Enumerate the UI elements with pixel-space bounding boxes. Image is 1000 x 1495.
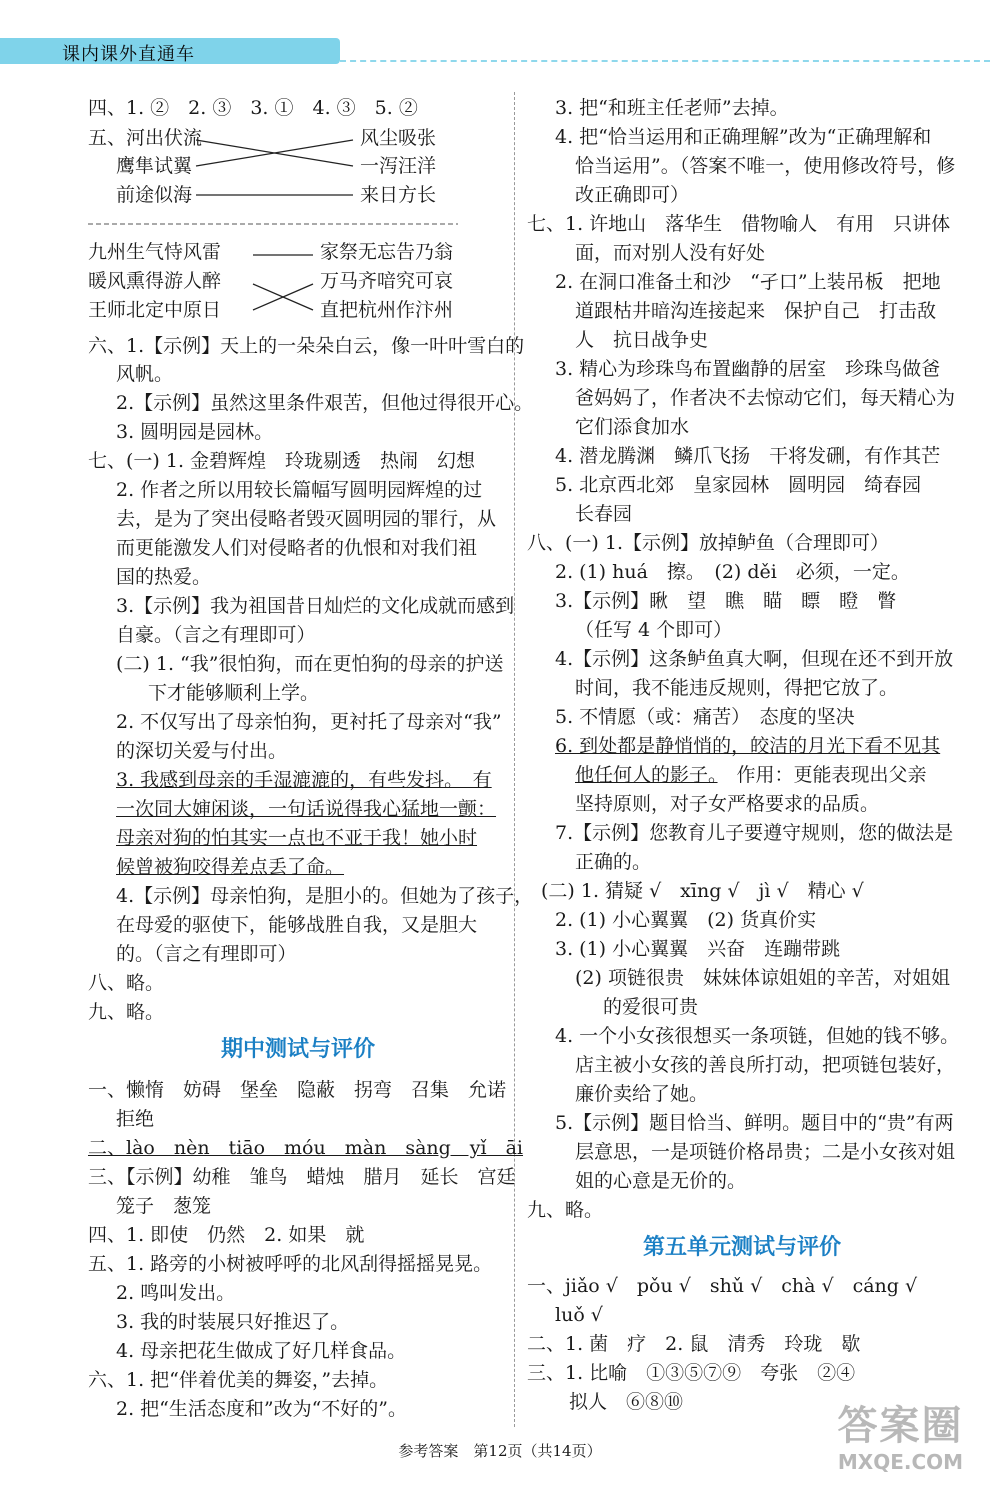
answer-line: 而更能激发人们对侵略者的仇恨和对我们祖 (116, 537, 478, 559)
match-left: 王师北定中原日 (88, 299, 222, 321)
answer-line: 2. 不仅写出了母亲怕狗，更衬托了母亲对“我” (116, 711, 502, 733)
answer-line: 笼子 葱笼 (116, 1195, 212, 1217)
answer-line: (二) 1. “我”很怕狗，而在更怕狗的母亲的护送 (116, 653, 504, 675)
match-right: 来日方长 (360, 184, 437, 206)
answer-line: 三、【示例】幼稚 雏鸟 蜡烛 腊月 延长 宫廷 (88, 1166, 516, 1188)
answer-line: 的爱很可贵 (603, 996, 699, 1018)
answer-line: 一、jiǎo √ pǒu √ shǔ √ chà √ cáng √ (527, 1275, 918, 1297)
answer-line: 3.【示例】我为祖国昔日灿烂的文化成就而感到 (116, 595, 515, 617)
answer-line: 2. (1) 小心翼翼 (2) 货真价实 (555, 909, 817, 931)
answer-line: 六、1. 把“伴着优美的舞姿，”去掉。 (88, 1369, 389, 1391)
answer-line: 拒绝 (116, 1108, 155, 1130)
answer-line: 恰当运用”。（答案不唯一，使用修改符号，修 (575, 155, 956, 177)
answer-line: 自豪。（言之有理即可） (116, 624, 316, 646)
answer-line: 3. (1) 小心翼翼 兴奋 连蹦带跳 (555, 938, 841, 960)
answer-line: 4. 一个小女孩很想买一条项链，但她的钱不够。 (555, 1025, 960, 1047)
answer-line: 二、1. 菌 疗 2. 鼠 清秀 玲珑 歇 (527, 1333, 861, 1355)
answer-line: 层意思，一是项链价格昂贵；二是小女孩对姐 (575, 1141, 956, 1163)
answer-line: 5.【示例】题目恰当、鲜明。题目中的“贵”有两 (555, 1112, 954, 1134)
match-left: 鹰隼试翼 (116, 155, 193, 177)
answer-line: 去，是为了突出侵略者毁灭圆明园的罪行，从 (116, 508, 497, 530)
answer-line: 4.【示例】这条鲈鱼真大啊，但现在还不到开放 (555, 648, 954, 670)
answer-line: 7.【示例】您教育儿子要遵守规则，您的做法是 (555, 822, 954, 844)
answer-line: 七、(一) 1. 金碧辉煌 玲珑剔透 热闹 幻想 (88, 450, 476, 472)
answer-line: 5. 不情愿（或：痛苦） 态度的坚决 (555, 706, 855, 728)
answer-line-group (575, 761, 927, 789)
answer-line: 八、(一) 1.【示例】放掉鲈鱼（合理即可） (527, 532, 889, 554)
answer-line: 九、略。 (88, 1001, 165, 1023)
answer-line: 4. 潜龙腾渊 鳞爪飞扬 干将发硎，有作其芒 (555, 445, 941, 467)
answer-line: (二) 1. 猜疑 √ xīng √ jì √ 精心 √ (541, 880, 864, 902)
section-title-midterm: 期中测试与评价 (220, 1037, 375, 1062)
answer-line: 4. 把“恰当运用和正确理解”改为“正确理解和 (555, 126, 932, 148)
answer-line: 2. 作者之所以用较长篇幅写圆明园辉煌的过 (116, 479, 483, 501)
answer-line: 四、1. 即使 仍然 2. 如果 就 (88, 1224, 365, 1246)
watermark-logo (813, 1402, 988, 1484)
answer-line: 正确的。 (575, 851, 652, 873)
answer-line: 3. 圆明园是园林。 (116, 421, 274, 443)
answer-line: 2.【示例】虽然这里条件艰苦，但他过得很开心。 (116, 392, 534, 414)
answer-line: 2. 把“生活态度和”改为“不好的”。 (116, 1398, 408, 1420)
header-title: 课内课外直通车 (62, 44, 195, 65)
answer-line: 的深切关爱与付出。 (116, 740, 288, 762)
answer-line: 2. 在洞口准备土和沙 “孑口”上装吊板 把地 (555, 271, 941, 293)
answer-line: 面，而对别人没有好处 (575, 242, 766, 264)
answer-line: 廉价卖给了她。 (575, 1083, 709, 1105)
answer-line: 2. (1) huá 擦。 (2) děi 必须，一定。 (555, 561, 910, 583)
answer-line-underlined: 候曾被狗咬得差点丢了命。 (116, 856, 345, 878)
answer-line-underlined: 一次同大婶闲谈，一句话说得我心猛地一颤： (116, 798, 497, 820)
answer-line: 4.【示例】母亲怕狗，是胆小的。但她为了孩子， (116, 885, 534, 907)
answer-line: 店主被小女孩的善良所打动，把项链包装好， (575, 1054, 956, 1076)
column-divider (514, 92, 515, 1427)
answer-line: luǒ √ (555, 1304, 603, 1326)
match-right: 直把杭州作汴州 (320, 299, 454, 321)
answer-line: 爸妈妈了，作者决不去惊动它们，每天精心为 (575, 387, 956, 409)
answer-text: 作用：更能表现出父亲 (717, 764, 927, 786)
match-right: 家祭无忘告乃翁 (320, 241, 454, 263)
match-right: 风尘吸张 (360, 127, 437, 149)
answer-line: 3. 精心为珍珠鸟布置幽静的居室 珍珠鸟做爸 (555, 358, 941, 380)
answer-line-underlined: 6. 到处都是静悄悄的，皎洁的月光下看不见其 (555, 735, 941, 757)
answer-line: 六、1.【示例】天上的一朵朵白云，像一叶叶雪白的 (88, 335, 525, 357)
page-footer: 参考答案 第12页（共14页） (398, 1442, 602, 1460)
answer-line: 2. 鸣叫发出。 (116, 1282, 236, 1304)
answer-line: 坚持原则，对子女严格要求的品质。 (575, 793, 880, 815)
answer-line: 长春园 (575, 503, 633, 525)
answer-line: 风帆。 (116, 363, 174, 385)
watermark-text: 答案圈 (837, 1403, 964, 1449)
match-left: 九州生气恃风雷 (88, 241, 222, 263)
answer-line-underlined: 母亲对狗的怕其实一点也不亚于我！她小时 (116, 827, 478, 849)
answer-line: 七、1. 许地山 落华生 借物喻人 有用 只讲体 (527, 213, 951, 235)
answer-line: 时间，我不能违反规则，得把它放了。 (575, 677, 899, 699)
match-left: 暖风熏得游人醉 (88, 270, 222, 292)
answer-line: 3.【示例】瞅 望 瞧 瞄 瞟 瞪 瞥 (555, 590, 897, 612)
answer-line: 二、lào nèn tiāo móu màn sàng yǐ āi (88, 1137, 524, 1159)
watermark-url: MXQE.COM (837, 1450, 964, 1474)
answer-line: 改正确即可） (575, 184, 690, 206)
answer-line: 3. 把“和班主任老师”去掉。 (555, 97, 789, 119)
section-title-unit5: 第五单元测试与评价 (642, 1235, 841, 1260)
answer-underlined: 他任何人的影子。 (575, 764, 718, 786)
answer-line: 人 抗日战争史 (575, 329, 709, 351)
answer-line: 一、懒惰 妨碍 堡垒 隐蔽 拐弯 召集 允诺 (88, 1079, 507, 1101)
match-right: 一泻汪洋 (360, 155, 437, 177)
answer-line: 九、略。 (527, 1199, 604, 1221)
answer-line: 它们添食加水 (575, 416, 690, 438)
answer-line: 拟人 ⑥⑧⑩ (569, 1391, 684, 1413)
answer-line: 4. 母亲把花生做成了好几样食品。 (116, 1340, 407, 1362)
match-left: 前途似海 (116, 184, 193, 206)
answer-line: 五、1. 路旁的小树被呼呼的北风刮得摇摇晃晃。 (88, 1253, 493, 1275)
answer-line: (2) 项链很贵 妹妹体谅姐姐的辛苦，对姐姐 (575, 967, 950, 989)
answer-line: 八、略。 (88, 972, 165, 994)
answer-line-underlined: 3. 我感到母亲的手湿漉漉的，有些发抖。 有 (116, 769, 492, 791)
answer-line: 国的热爱。 (116, 566, 212, 588)
answer-line: 四、1. ② 2. ③ 3. ① 4. ③ 5. ② (88, 97, 418, 119)
answer-line: 道跟枯井暗沟连接起来 保护自己 打击敌 (575, 300, 937, 322)
match-left: 五、河出伏流 (88, 127, 203, 149)
answer-line: 三、1. 比喻 ①③⑤⑦⑨ 夸张 ②④ (527, 1362, 856, 1384)
answer-line: 5. 北京西北郊 皇家园林 圆明园 绮春园 (555, 474, 922, 496)
answer-line: 的。（言之有理即可） (116, 943, 297, 965)
answer-line: （任写 4 个即可） (575, 619, 733, 641)
answer-line: 在母爱的驱使下，能够战胜自我，又是胆大 (116, 914, 478, 936)
answer-line: 3. 我的时装展只好推迟了。 (116, 1311, 350, 1333)
match-right: 万马齐喑究可哀 (320, 270, 454, 292)
answer-line: 姐的心意是无价的。 (575, 1170, 747, 1192)
header-rule (340, 60, 990, 62)
answer-line: 下才能够顺利上学。 (148, 682, 320, 704)
